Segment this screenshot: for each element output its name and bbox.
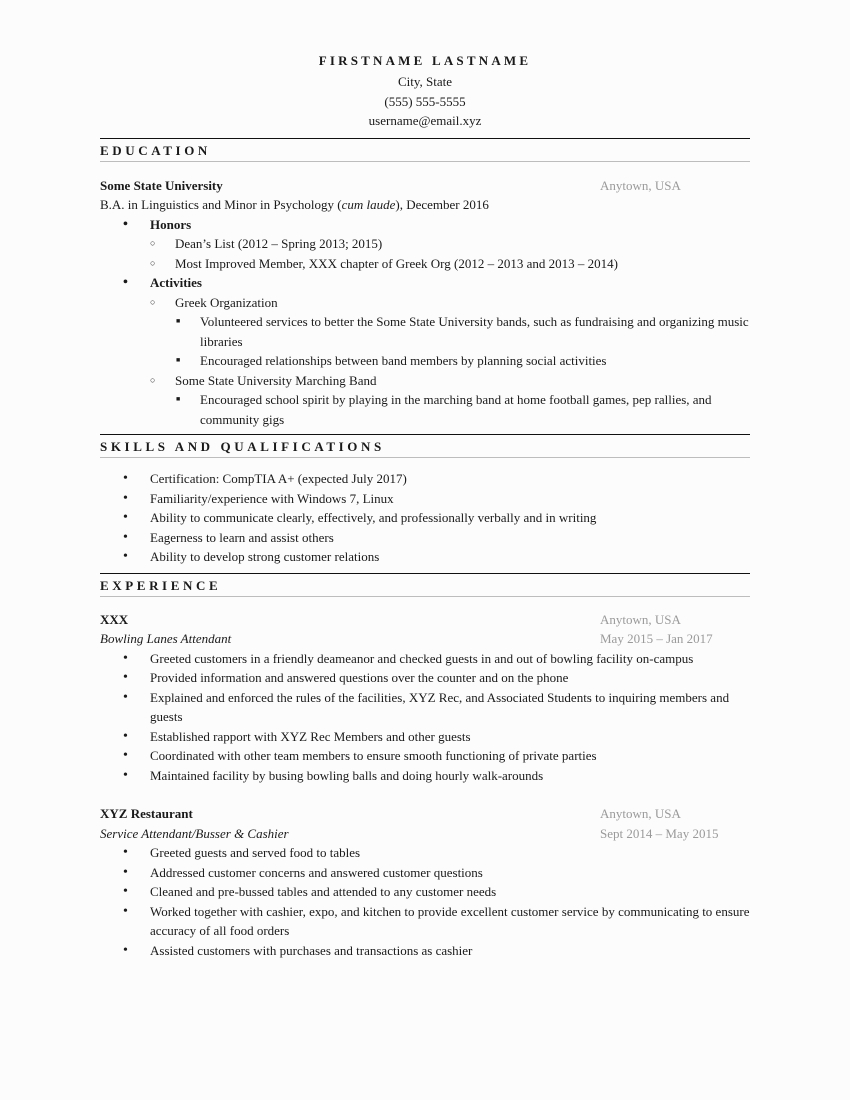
section-header-experience: EXPERIENCE <box>100 573 750 597</box>
candidate-name: FIRSTNAME LASTNAME <box>318 53 532 68</box>
degree-honor: cum laude <box>341 197 396 212</box>
employer-location: Anytown, USA <box>600 806 681 821</box>
list-item: ■ Encouraged school spirit by playing in the marching band at home football games, pep rallies, and community gigs <box>100 390 750 429</box>
list-item: • Explained and enforced the rules of the facilities, XYZ Rec, and Associated Students to inquiring members and guests <box>100 688 750 727</box>
job-header <box>100 610 750 630</box>
honors-label: • Honors <box>100 215 750 235</box>
list-item: • Established rapport with XYZ Rec Members and other guests <box>100 727 750 747</box>
list-item: • Ability to communicate clearly, effectively, and professionally verbally and in writing <box>100 508 750 528</box>
list-item: • Eagerness to learn and assist others <box>100 528 750 548</box>
list-item: • Cleaned and pre-bussed tables and attended to any customer needs <box>100 882 750 902</box>
job-duties-list <box>100 649 750 786</box>
resume-page <box>100 52 750 960</box>
job-role-row <box>100 824 750 844</box>
contact-phone: (555) 555-5555 <box>384 93 466 109</box>
contact-location: City, State <box>397 74 453 89</box>
list-item: • Greeted customers in a friendly deameanor and checked guests in and out of bowling facility on-campus <box>100 649 750 669</box>
school-location: Anytown, USA <box>600 177 681 193</box>
employer-name: XYZ Restaurant <box>100 806 193 821</box>
activity-greek-org: ○ Greek Organization <box>100 293 750 313</box>
activities-label: • Activities <box>100 273 750 293</box>
education-list <box>100 215 750 430</box>
job-duties-list <box>100 843 750 960</box>
degree-line: B.A. in Linguistics and Minor in Psychology (cum laude), December 2016 <box>100 197 489 212</box>
job-dates: May 2015 – Jan 2017 <box>600 631 713 646</box>
list-item: • Assisted customers with purchases and transactions as cashier <box>100 941 750 961</box>
list-item: • Addressed customer concerns and answered customer questions <box>100 863 750 883</box>
list-item: • Ability to develop strong customer relations <box>100 547 750 567</box>
school-name: Some State University <box>100 177 223 193</box>
list-item: • Greeted guests and served food to tables <box>100 843 750 863</box>
skills-list <box>100 469 750 567</box>
list-item: ○ Dean’s List (2012 – Spring 2013; 2015) <box>100 234 750 254</box>
job-header <box>100 804 750 824</box>
employer-location: Anytown, USA <box>600 611 681 627</box>
job-role-row <box>100 629 750 649</box>
list-item: • Certification: CompTIA A+ (expected July 2017) <box>100 469 750 489</box>
job-title: Bowling Lanes Attendant <box>100 631 232 646</box>
activity-marching-band: ○ Some State University Marching Band <box>100 371 750 391</box>
list-item: • Worked together with cashier, expo, and kitchen to provide excellent customer service by communicating to ensure accuracy of all food orders <box>100 902 750 941</box>
section-header-education: EDUCATION <box>100 138 750 162</box>
education-entry-header <box>100 176 750 196</box>
job-title: Service Attendant/Busser & Cashier <box>100 825 289 841</box>
contact-email: username@email.xyz <box>368 113 482 128</box>
list-item: • Coordinated with other team members to ensure smooth functioning of private parties <box>100 746 750 766</box>
list-item: ■ Encouraged relationships between band members by planning social activities <box>100 351 750 371</box>
list-item: • Familiarity/experience with Windows 7, Linux <box>100 489 750 509</box>
list-item: • Maintained facility by busing bowling balls and doing hourly walk-arounds <box>100 766 750 786</box>
list-item: ○ Most Improved Member, XXX chapter of Greek Org (2012 – 2013 and 2013 – 2014) <box>100 254 750 274</box>
list-item: ■ Volunteered services to better the Some State University bands, such as fundraising and organizing music libraries <box>100 312 750 351</box>
employer-name: XXX <box>100 611 129 627</box>
list-item: • Provided information and answered questions over the counter and on the phone <box>100 668 750 688</box>
section-header-skills: SKILLS AND QUALIFICATIONS <box>100 434 750 458</box>
job-dates: Sept 2014 – May 2015 <box>600 825 719 841</box>
